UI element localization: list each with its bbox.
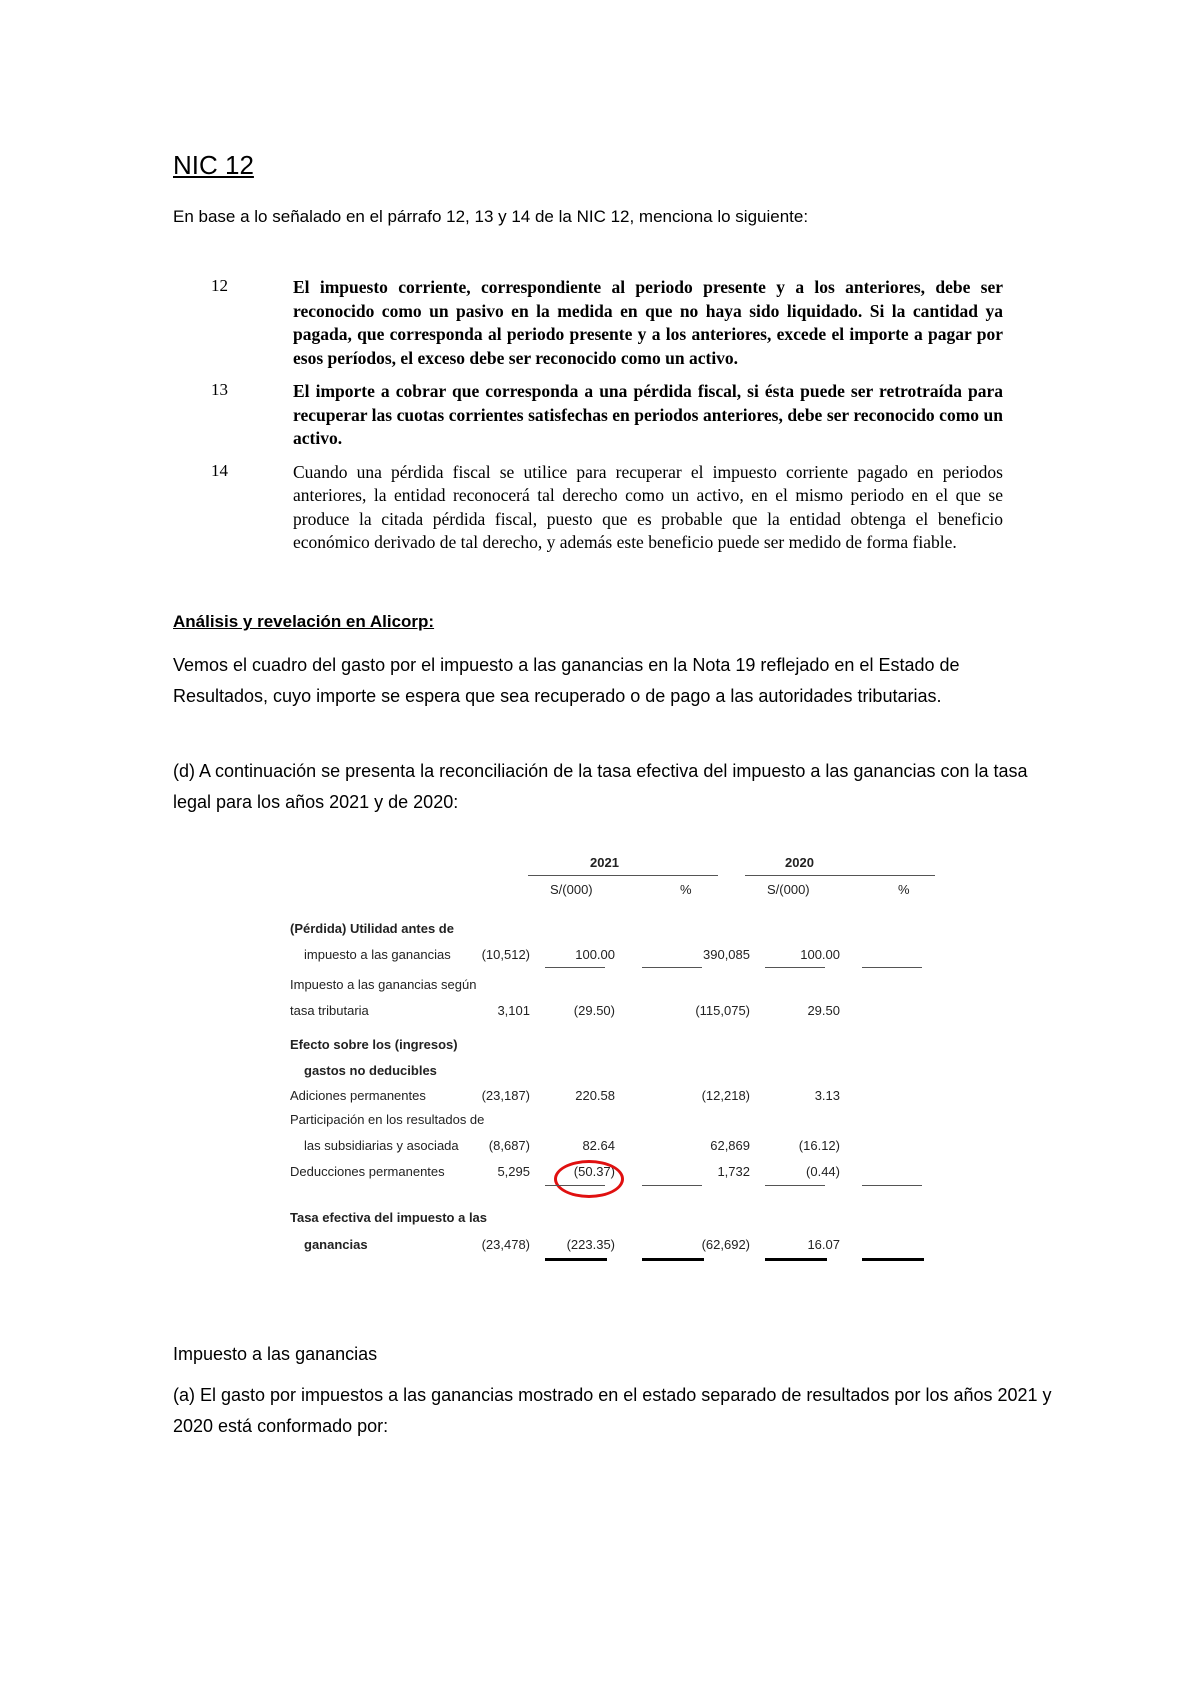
table-cell: (8,687)	[488, 1138, 530, 1153]
row-label: tasa tributaria	[290, 1003, 369, 1018]
table-cell: (12,218)	[701, 1088, 750, 1103]
table-cell: 220.58	[575, 1088, 615, 1103]
analysis-heading: Análisis y revelación en Alicorp:	[173, 612, 435, 631]
table-cell: 82.64	[582, 1138, 615, 1153]
column-header: %	[680, 882, 692, 897]
table-cell: (50.37)	[573, 1164, 615, 1179]
paragraph-number: 13	[211, 380, 228, 399]
table-cell: (115,075)	[695, 1003, 750, 1018]
reconciliation-table	[290, 855, 940, 1295]
nic-excerpt	[173, 276, 1003, 565]
row-label: ganancias	[304, 1237, 368, 1252]
underline	[862, 967, 922, 968]
section-heading: Impuesto a las ganancias	[173, 1344, 378, 1364]
underline	[642, 1185, 702, 1186]
header-rule	[528, 875, 718, 876]
table-cell: (223.35)	[566, 1237, 615, 1252]
double-underline	[642, 1258, 704, 1261]
table-cell: 16.07	[807, 1237, 840, 1252]
table-cell: 390,085	[703, 947, 750, 962]
paragraph-number: 12	[211, 276, 228, 295]
row-label: (Pérdida) Utilidad antes de	[290, 921, 454, 936]
table-cell: 1,732	[717, 1164, 750, 1179]
double-underline	[545, 1258, 607, 1261]
paragraph-13	[173, 380, 1003, 451]
page-title: NIC 12	[173, 150, 254, 180]
underline	[862, 1185, 922, 1186]
table-cell: (29.50)	[573, 1003, 615, 1018]
table-cell: (23,187)	[481, 1088, 530, 1103]
table-cell: 62,869	[710, 1138, 750, 1153]
paragraph-text: Cuando una pérdida fiscal se utilice para recuperar el impuesto corriente pagado en periodos anteriores, la entidad reconocerá tal derecho como un activo, en el mismo periodo en el que se produce la citada pérdida fiscal, puesto que es probable que la entidad obtenga el beneficio económico derivado de tal derecho, y además este beneficio puede ser medido de forma fiable.	[293, 461, 1003, 552]
underline	[545, 967, 605, 968]
column-header: S/(000)	[550, 882, 593, 897]
double-underline	[862, 1258, 924, 1261]
header-rule	[745, 875, 935, 876]
double-underline	[765, 1258, 827, 1261]
row-label: gastos no deducibles	[304, 1063, 437, 1078]
table-cell: (62,692)	[701, 1237, 750, 1252]
highlight-circle	[554, 1160, 624, 1198]
row-label: Adiciones permanentes	[290, 1088, 426, 1103]
column-header: S/(000)	[767, 882, 810, 897]
paragraph-number: 14	[211, 460, 228, 480]
paragraph-text: El importe a cobrar que corresponda a una pérdida fiscal, si ésta puede ser retrotraída para recuperar las cuotas corrientes satisfechas en periodos anteriores, debe ser reconocido como un activo.	[293, 381, 1003, 448]
table-cell: 5,295	[497, 1164, 530, 1179]
intro-text: En base a lo señalado en el párrafo 12, 13 y 14 de la NIC 12, menciona lo siguiente:	[173, 207, 809, 226]
row-label: Deducciones permanentes	[290, 1164, 445, 1179]
row-label: las subsidiarias y asociada	[304, 1138, 459, 1153]
column-header: %	[898, 882, 910, 897]
underline	[765, 1185, 825, 1186]
row-label: Participación en los resultados de	[290, 1112, 485, 1127]
underline	[765, 967, 825, 968]
table-cell: 3,101	[497, 1003, 530, 1018]
table-cell: 100.00	[575, 947, 615, 962]
underline	[642, 967, 702, 968]
row-label: impuesto a las ganancias	[304, 947, 451, 962]
table-cell: 100.00	[800, 947, 840, 962]
table-cell: (23,478)	[481, 1237, 530, 1252]
row-label: Impuesto a las ganancias según	[290, 977, 477, 992]
paragraph-text: El impuesto corriente, correspondiente al periodo presente y a los anteriores, debe ser reconocido como un pasivo en la medida en que no haya sido liquidado. Si la cantidad ya pagada, que corresponda al periodo presente y a los anteriores, excede el importe a pagar por esos períodos, el exceso debe ser reconocido como un activo.	[293, 277, 1003, 368]
paragraph-14	[173, 461, 1003, 555]
table-cell: (0.44)	[806, 1164, 840, 1179]
table-cell: 3.13	[814, 1088, 840, 1103]
table-cell: (16.12)	[798, 1138, 840, 1153]
row-label: Efecto sobre los (ingresos)	[290, 1037, 458, 1052]
table-cell: 29.50	[807, 1003, 840, 1018]
body-paragraph: Vemos el cuadro del gasto por el impuesto a las ganancias en la Nota 19 reflejado en el Estado de Resultados, cuyo importe se espera que sea recuperado o de pago a las autoridades tributarias.	[173, 655, 960, 706]
body-paragraph: (d) A continuación se presenta la reconciliación de la tasa efectiva del impuesto a las ganancias con la tasa legal para los años 2021 y de 2020:	[173, 761, 1028, 812]
year-header: 2021	[590, 855, 619, 870]
paragraph-12	[173, 276, 1003, 370]
row-label: Tasa efectiva del impuesto a las	[290, 1210, 488, 1225]
body-paragraph: (a) El gasto por impuestos a las ganancias mostrado en el estado separado de resultados por los años 2021 y 2020 está conformado por:	[173, 1385, 1052, 1436]
table-cell: (10,512)	[481, 947, 530, 962]
year-header: 2020	[785, 855, 814, 870]
underline	[545, 1185, 605, 1186]
